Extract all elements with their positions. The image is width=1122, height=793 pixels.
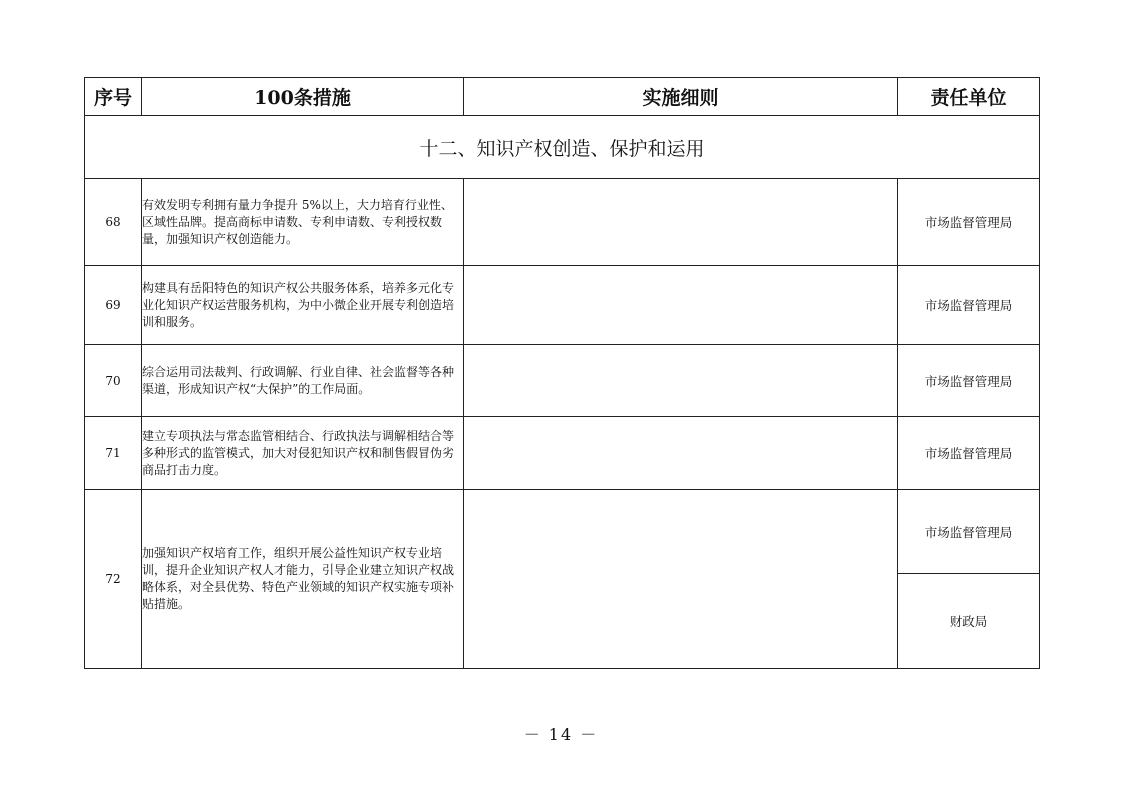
row-measure: 加强知识产权培育工作，组织开展公益性知识产权专业培训，提升企业知识产权人才能力，引导企业建立知识产权战略体系，对全县优势、特色产业领域的知识产权实施专项补贴措施。 <box>142 490 464 669</box>
measures-table <box>84 77 1040 669</box>
table-header-row <box>85 78 1040 116</box>
row-details <box>464 266 898 345</box>
row-unit: 市场监督管理局 <box>898 179 1040 266</box>
row-unit: 市场监督管理局 <box>898 490 1040 574</box>
row-unit: 市场监督管理局 <box>898 266 1040 345</box>
row-details <box>464 417 898 490</box>
page-number: － 14 － <box>523 725 599 744</box>
header-index: 序号 <box>85 78 142 116</box>
section-row <box>85 116 1040 179</box>
section-title: 十二、知识产权创造、保护和运用 <box>85 116 1040 179</box>
table-row <box>85 417 1040 490</box>
row-number: 70 <box>85 345 142 417</box>
header-measure: 100条措施 <box>142 78 464 116</box>
row-details <box>464 490 898 669</box>
row-number: 68 <box>85 179 142 266</box>
table-row <box>85 490 1040 574</box>
table-row <box>85 266 1040 345</box>
row-details <box>464 345 898 417</box>
row-number: 71 <box>85 417 142 490</box>
row-number: 69 <box>85 266 142 345</box>
header-unit: 责任单位 <box>898 78 1040 116</box>
row-details <box>464 179 898 266</box>
row-measure: 有效发明专利拥有量力争提升 5%以上，大力培育行业性、区域性品牌。提高商标申请数、专利申请数、专利授权数量，加强知识产权创造能力。 <box>142 179 464 266</box>
row-unit: 市场监督管理局 <box>898 417 1040 490</box>
row-number: 72 <box>85 490 142 669</box>
table-row <box>85 179 1040 266</box>
header-details: 实施细则 <box>464 78 898 116</box>
row-measure: 构建具有岳阳特色的知识产权公共服务体系，培养多元化专业化知识产权运营服务机构，为中小微企业开展专利创造培训和服务。 <box>142 266 464 345</box>
row-measure: 综合运用司法裁判、行政调解、行业自律、社会监督等各种渠道，形成知识产权“大保护”的工作局面。 <box>142 345 464 417</box>
row-unit-secondary: 财政局 <box>898 574 1040 669</box>
row-measure: 建立专项执法与常态监管相结合、行政执法与调解相结合等多种形式的监管模式，加大对侵犯知识产权和制售假冒伪劣商品打击力度。 <box>142 417 464 490</box>
table-row <box>85 345 1040 417</box>
row-unit: 市场监督管理局 <box>898 345 1040 417</box>
